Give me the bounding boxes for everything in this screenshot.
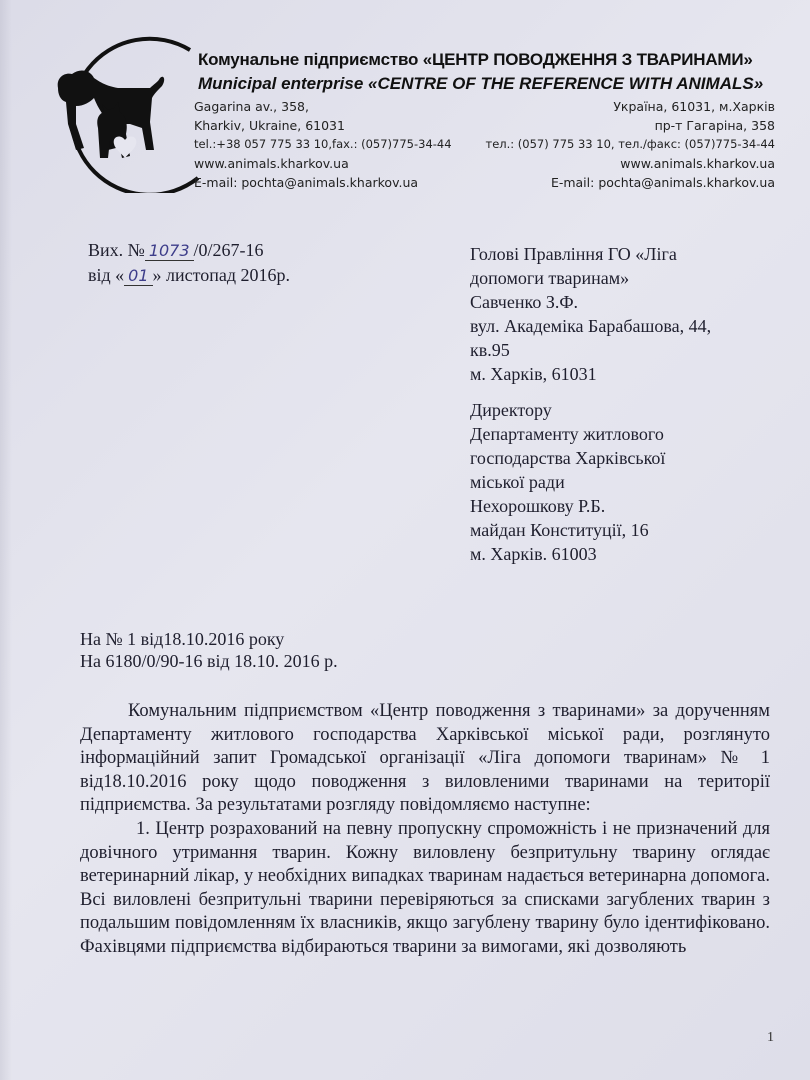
recipient-line: Департаменту житлового <box>470 424 664 444</box>
recipient-line: Директору <box>470 400 552 420</box>
outgoing-number-block <box>88 238 290 288</box>
recipient-line: міської ради <box>470 472 565 492</box>
address-line: Gagarina av., 358, <box>194 99 309 114</box>
address-line: пр-т Гагаріна, 358 <box>654 118 775 133</box>
outgoing-date <box>88 263 290 288</box>
recipient-line: господарства Харківської <box>470 448 666 468</box>
reference-line: На 6180/0/90-16 від 18.10. 2016 р. <box>80 651 338 671</box>
body-item-1: 1. Центр розрахований на певну пропускну спроможність і не призначений для довічного утримання тварин. Кожну виловлену безпритульну тварину оглядає ветеринарний лікар, у необхідних випадках тваринам надається ветеринарна допомога. Всі виловлені безпритульні тварини перевіряються за списками загублених тварин з подальшим повідомленням їх власників, якщо загублену тварину було ідентифіковано. Фахівцями підприємства відбираються тварини за вимогами, які дозволяють <box>80 818 770 957</box>
number-suffix: /0/267-16 <box>193 240 264 260</box>
reference-line: На № 1 від18.10.2016 року <box>80 629 285 649</box>
dog-cat-heart-icon <box>50 28 200 193</box>
recipient-line: Нехорошкову Р.Б. <box>470 496 606 516</box>
recipient-line: м. Харків, 61031 <box>470 364 597 384</box>
recipient-line: Голові Правління ГО «Ліга <box>470 244 677 264</box>
recipient-line: майдан Конституції, 16 <box>470 520 649 540</box>
handwritten-date: 01 <box>124 266 152 286</box>
body-paragraph: Комунальним підприємством «Центр поводження з тваринами» за дорученням Департаменту житлового господарства Харківської міської ради, розглянуто інформаційний запит Громадської організації «Ліга допомоги тваринам» № 1 від18.10.2016 року щодо поводження з виловленими тваринами на території підприємства. За результатами розгляду повідомляємо наступне: <box>80 701 770 816</box>
recipient-line: допомоги тваринам» <box>470 268 630 288</box>
date-prefix: від « <box>88 265 125 285</box>
org-name-en: Municipal enterprise «CENTRE OF THE REFERENCE WITH ANIMALS» <box>198 74 764 93</box>
address-phone: tel.:+38 057 775 33 10,fax.: (057)775-34-44 <box>194 137 452 151</box>
number-prefix: Вих. № <box>88 240 145 260</box>
recipient-league <box>470 242 711 386</box>
page-shadow <box>0 0 12 1080</box>
handwritten-number: 1073 <box>145 241 194 261</box>
page-number: 1 <box>767 1030 774 1045</box>
address-phone: тел.: (057) 775 33 10, тел./факс: (057)775-34-44 <box>485 137 775 151</box>
address-ua <box>486 97 776 192</box>
address-en <box>194 97 452 192</box>
reference-block <box>80 628 338 672</box>
address-website: www.animals.kharkov.ua <box>620 156 775 171</box>
recipient-line: вул. Академіка Барабашова, 44, <box>470 316 712 336</box>
recipient-department <box>470 398 665 566</box>
address-website: www.animals.kharkov.ua <box>194 156 349 171</box>
org-name-ua: Комунальне підприємство «ЦЕНТР ПОВОДЖЕННЯ З ТВАРИНАМИ» <box>198 50 753 69</box>
recipient-line: кв.95 <box>470 340 510 360</box>
recipient-line: м. Харків. 61003 <box>470 544 597 564</box>
address-email: E-mail: pochta@animals.kharkov.ua <box>194 175 419 190</box>
address-line: Україна, 61031, м.Харків <box>613 99 775 114</box>
letter-body <box>80 700 770 960</box>
recipient-line: Савченко З.Ф. <box>470 292 579 312</box>
date-suffix: » листопад 2016р. <box>152 265 291 285</box>
outgoing-number <box>88 238 290 263</box>
address-email: E-mail: pochta@animals.kharkov.ua <box>550 175 775 190</box>
address-line: Kharkiv, Ukraine, 61031 <box>194 118 345 133</box>
